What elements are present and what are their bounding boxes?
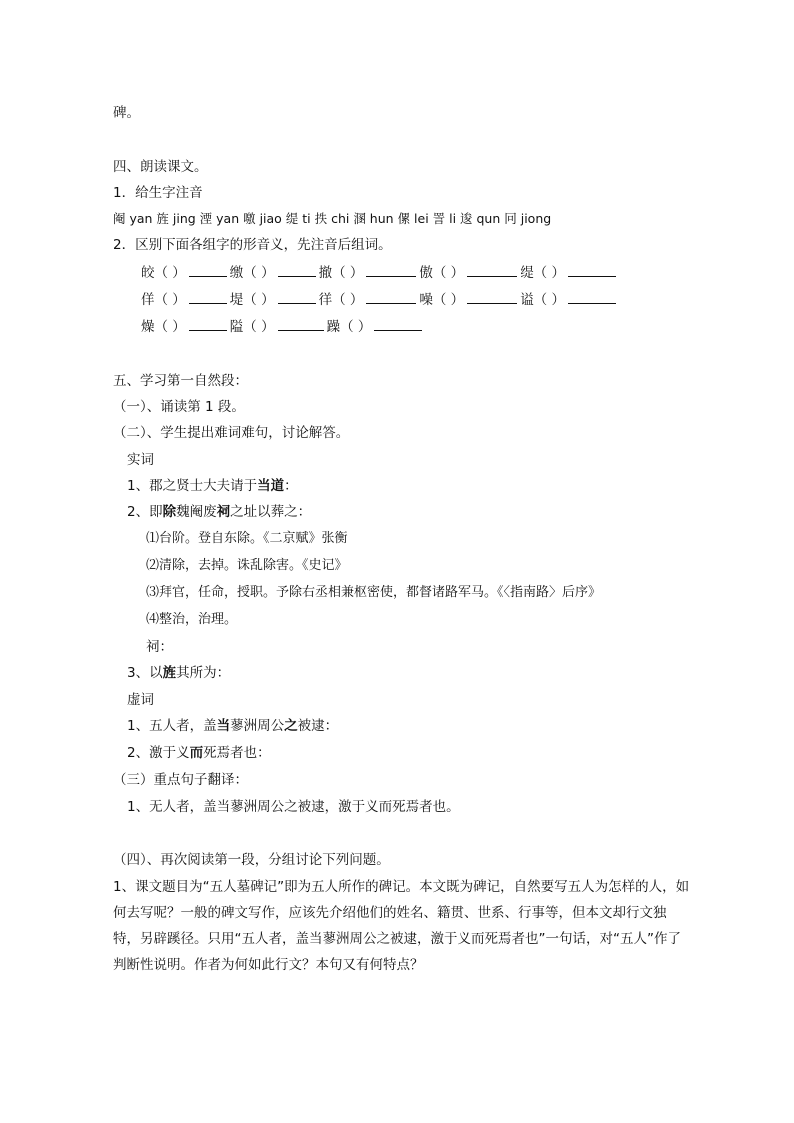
text-span: 其所为：: [176, 665, 231, 681]
text-span: 2、即: [127, 504, 163, 520]
answer-blank[interactable]: [374, 317, 422, 331]
grid-cell: 缇（ ）: [520, 265, 565, 281]
answer-blank[interactable]: [467, 263, 517, 277]
translation-item-1: 1、无人者，盖当蓼洲周公之被逮，激于义而死焉者也。: [127, 799, 460, 815]
grid-cell: 堤（ ）: [229, 292, 275, 308]
xuci-item-2: [127, 744, 271, 762]
sub-heading-2: （二）、学生提出难词难句，讨论解答。: [113, 425, 350, 441]
text-span: 被逮：: [297, 718, 339, 734]
shici-label: 实词: [127, 452, 154, 468]
grid-cell: 徉（ ）: [318, 292, 364, 308]
answer-blank[interactable]: [278, 317, 324, 331]
sub-heading-3: （三）重点句子翻译：: [113, 772, 248, 788]
answer-blank[interactable]: [189, 290, 227, 304]
grid-cell: 隘（ ）: [229, 319, 275, 335]
grid-cell: 谥（ ）: [520, 292, 565, 308]
sub-heading-1: （一）、诵读第 1 段。: [113, 399, 245, 415]
definition-3: ⑶拜官，任命，授职。予除右丞相兼枢密使，都督诸路军马。《〈指南路〉后序》: [146, 585, 602, 600]
grid-cell: 躁（ ）: [326, 319, 372, 335]
bold-span: 祠: [216, 504, 231, 520]
answer-blank[interactable]: [366, 290, 416, 304]
grid-cell: 噪（ ）: [419, 292, 465, 308]
ci-label: 祠：: [146, 639, 173, 655]
xuci-label: 虚词: [127, 692, 154, 708]
bold-span: 当道: [257, 478, 285, 494]
shici-item-1: [127, 477, 298, 495]
text-span: 蓼洲周公: [230, 718, 285, 734]
text-span: 死焉者也：: [203, 745, 271, 761]
definition-1: ⑴台阶。登自东除。《二京赋》张衡: [146, 531, 348, 546]
grid-cell: 燥（ ）: [141, 319, 186, 335]
shici-item-3: [127, 664, 230, 682]
grid-cell: 佯（ ）: [141, 292, 186, 308]
text-span: 2、激于义: [127, 745, 190, 761]
answer-blank[interactable]: [278, 290, 316, 304]
section-4-title: 四、朗读课文。: [113, 159, 208, 175]
section-5-title: 五、学习第一自然段：: [113, 373, 248, 389]
definition-4: ⑷整治，治理。: [146, 612, 238, 627]
answer-blank[interactable]: [467, 290, 517, 304]
char-grid-row-1: [141, 263, 619, 282]
bold-span: 旌: [162, 665, 177, 681]
bold-span: 而: [189, 745, 204, 761]
answer-blank[interactable]: [568, 290, 616, 304]
answer-blank[interactable]: [189, 317, 227, 331]
sub-heading-4: （四）、再次阅读第一段，分组讨论下列问题。: [113, 852, 390, 868]
shici-item-2: [127, 503, 311, 521]
bold-span: 之: [284, 718, 298, 734]
grid-cell: 缴（ ）: [229, 265, 275, 281]
text-span: 1、五人者，盖: [127, 718, 217, 734]
answer-blank[interactable]: [568, 263, 616, 277]
grid-cell: 傲（ ）: [419, 265, 465, 281]
grid-cell: 皎（ ）: [141, 265, 186, 281]
bold-span: 当: [216, 718, 231, 734]
xuci-item-1: [127, 717, 338, 735]
bold-span: 除: [162, 504, 177, 520]
definition-2: ⑵清除，去掉。诛乱除害。《史记》: [146, 558, 348, 573]
char-grid-row-3: [141, 317, 425, 336]
text-span: 3、以: [127, 665, 163, 681]
item-1-heading: 1．给生字注音: [113, 185, 203, 201]
text-span: 之址以葬之：: [230, 504, 312, 520]
item-2-heading: 2．区别下面各组字的形音义，先注音后组词。: [113, 237, 392, 253]
answer-blank[interactable]: [278, 263, 316, 277]
text-span: 魏阉废: [176, 504, 217, 520]
text-span: ：: [284, 478, 298, 494]
pinyin-line: 阉 yan 旌 jing 湮 yan 噭 jiao 缇 ti 抶 chi 溷 hun 傫 lei 詈 li 逡 qun 冋 jiong: [113, 211, 552, 226]
fragment-text: 碑。: [113, 105, 140, 121]
grid-cell: 撤（ ）: [318, 265, 364, 281]
answer-blank[interactable]: [366, 263, 416, 277]
answer-blank[interactable]: [189, 263, 227, 277]
char-grid-row-2: [141, 290, 619, 309]
discussion-question-1: 1、课文题目为“五人墓碑记”即为五人所作的碑记。本文既为碑记，自然要写五人为怎样的人，如何去写呢？一般的碑文写作，应该先介绍他们的姓名、籍贯、世系、行事等，但本文却行文独特，另辟蹊径。只用“五人者，盖当蓼洲周公之被逮，激于义而死焉者也”一句话，对“五人”作了判断性说明。作者为何如此行文？本句又有何特点？: [113, 879, 690, 973]
text-span: 1、郡之贤士大夫请于: [127, 478, 258, 494]
